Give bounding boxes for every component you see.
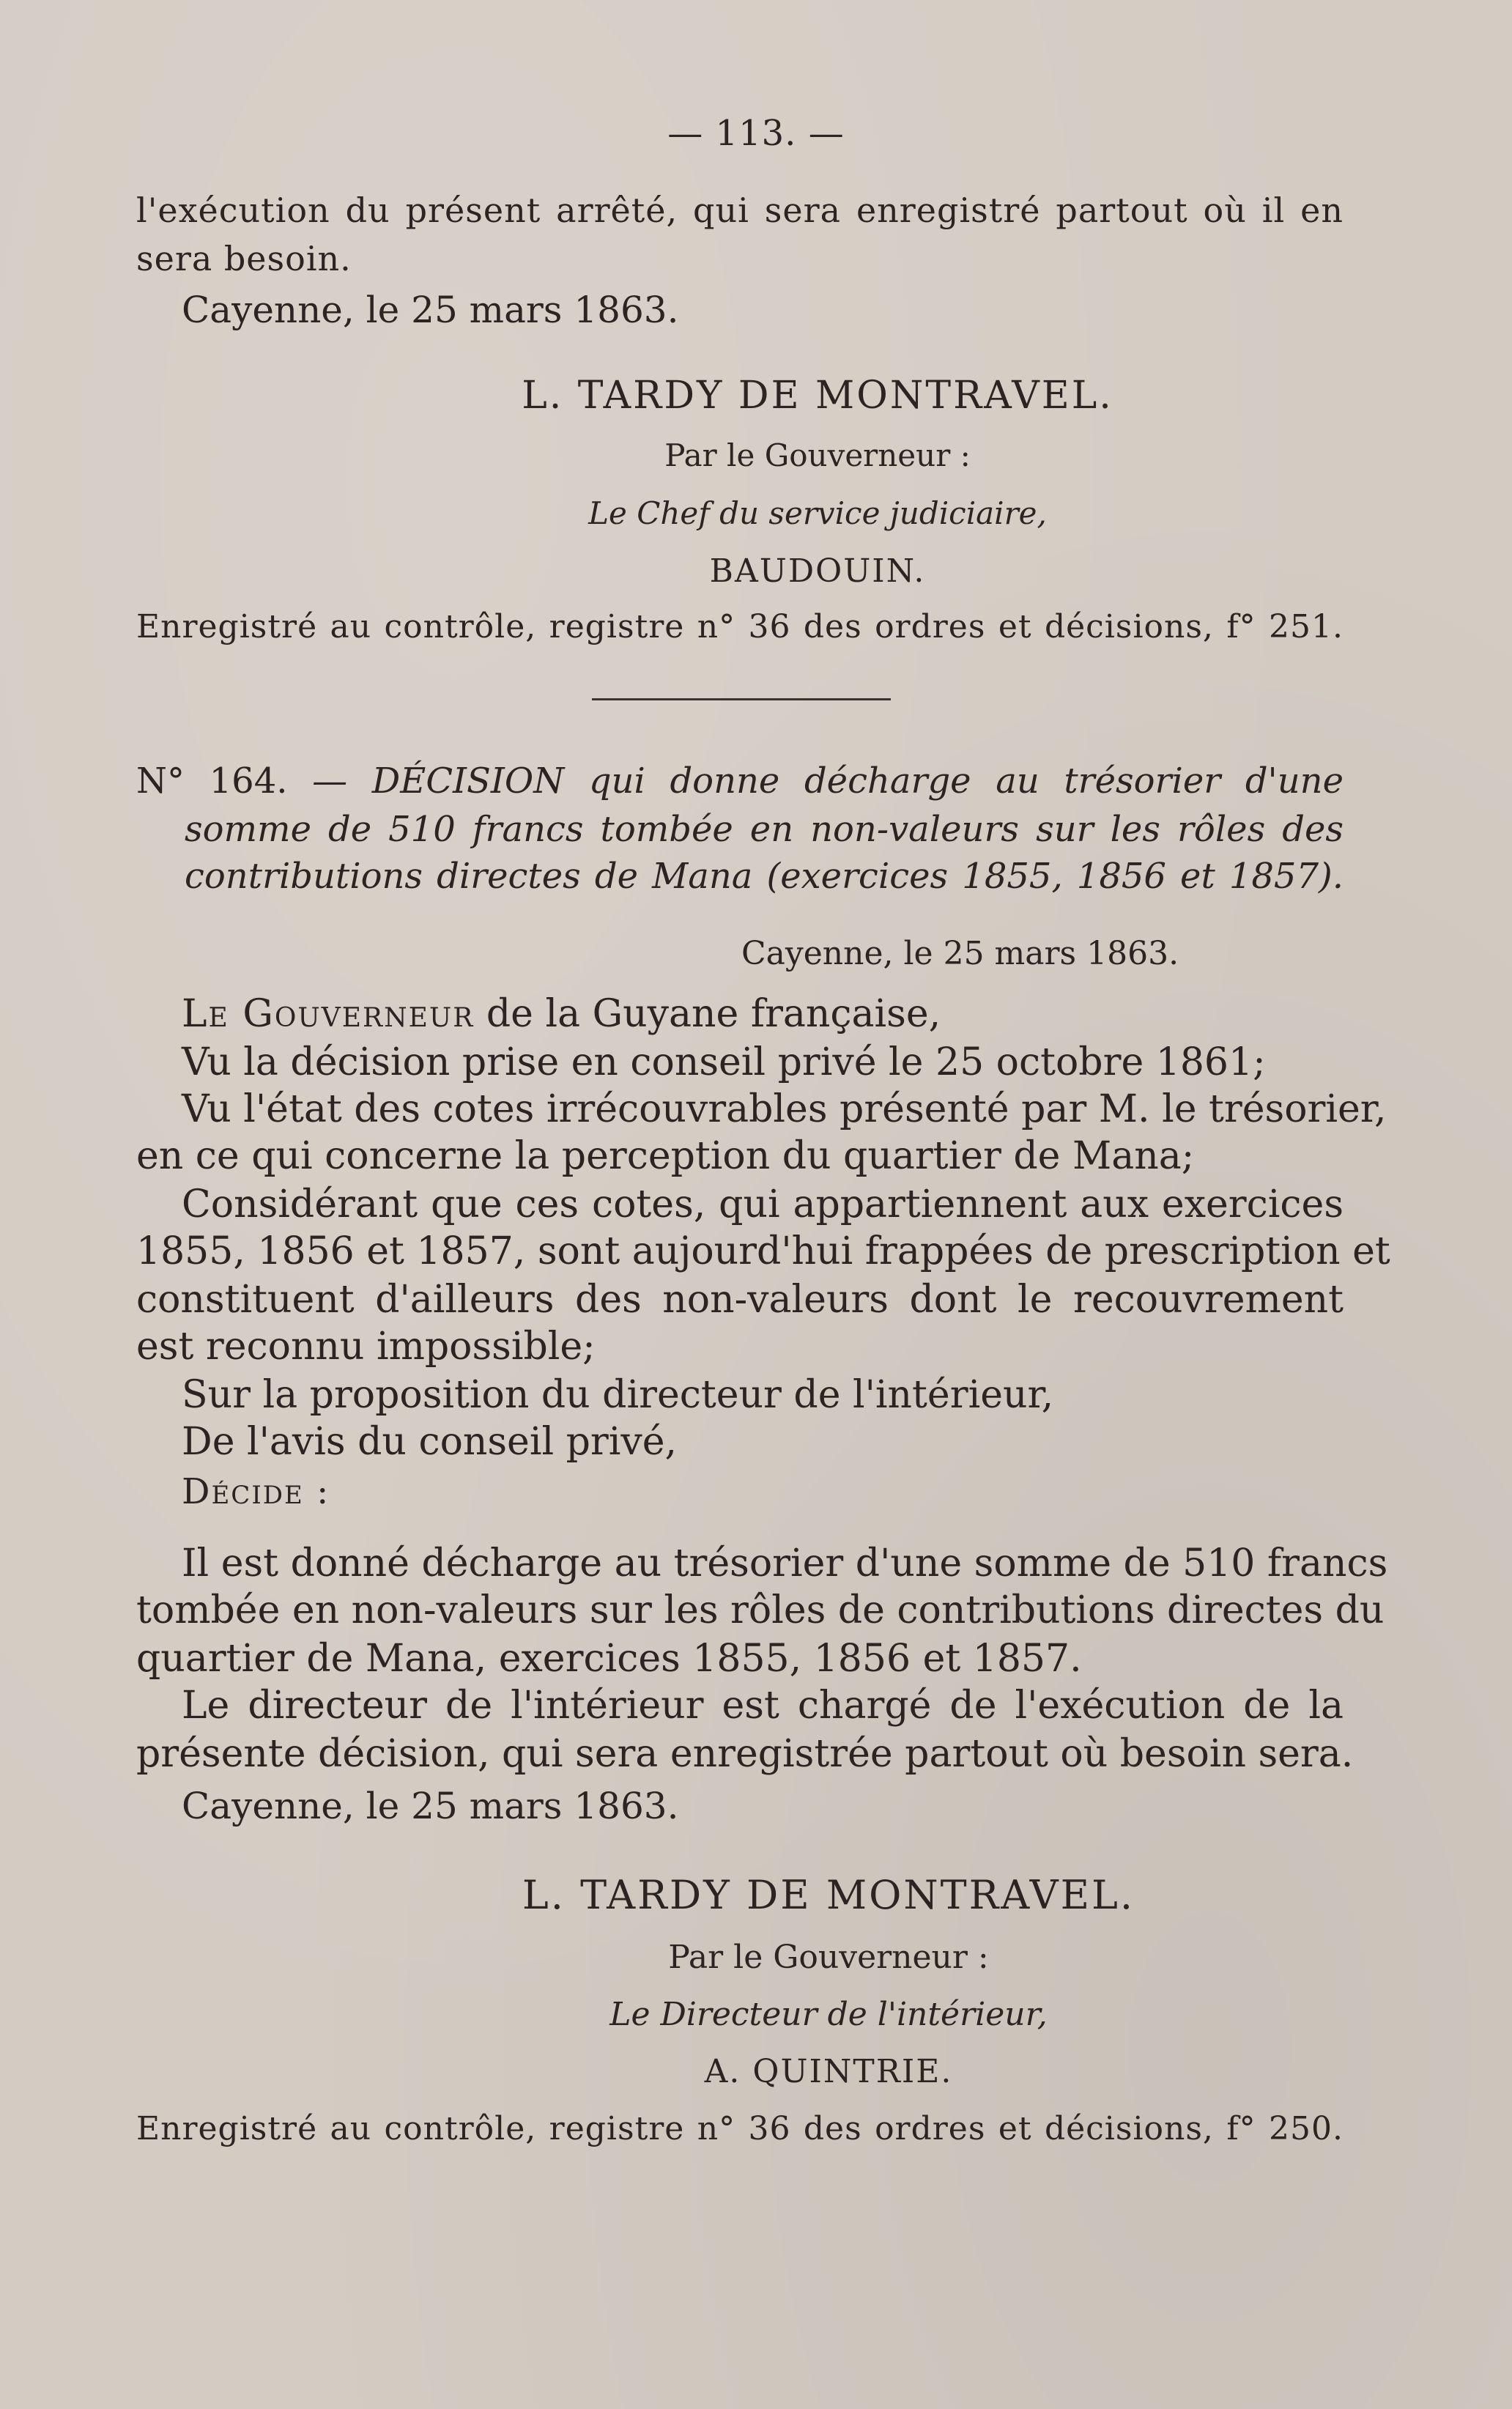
body-line: constituent d'ailleurs des non-valeurs dont le recouvrement [136, 1278, 1344, 1322]
article-line: Le directeur de l'intérieur est chargé de l'exécution de la [182, 1684, 1344, 1728]
official-title: Le Directeur de l'intérieur, [609, 1996, 1048, 2033]
dateline: Cayenne, le 25 mars 1863. [741, 935, 1179, 972]
authority-line [182, 992, 1344, 1036]
body-line: Vu la décision prise en conseil privé le 25 octobre 1861; [182, 1040, 1266, 1084]
registration: Enregistré au contrôle, registre n° 36 des ordres et décisions, f° 251. [136, 608, 1344, 645]
body-line: est reconnu impossible; [136, 1325, 596, 1369]
date-line: Cayenne, le 25 mars 1863. [182, 289, 679, 331]
section-divider [592, 698, 891, 700]
body-line: en ce qui concerne la perception du quartier de Mana; [136, 1134, 1195, 1178]
official-name: A. QUINTRIE. [704, 2053, 953, 2090]
decision-heading-line: contributions directes de Mana (exercices 1855, 1856 et 1857). [185, 856, 1344, 897]
body-line: Sur la proposition du directeur de l'intérieur, [182, 1373, 1054, 1417]
continuation-line: l'exécution du présent arrêté, qui sera enregistré partout où il en [136, 190, 1344, 230]
decision-heading-line: somme de 510 francs tombée en non-valeurs sur les rôles des [185, 809, 1344, 850]
registration: Enregistré au contrôle, registre n° 36 des ordres et décisions, f° 250. [136, 2110, 1344, 2147]
article-line: Il est donné décharge au trésorier d'une somme de 510 francs [182, 1542, 1388, 1585]
body-line: 1855, 1856 et 1857, sont aujourd'hui frappées de prescription et [136, 1229, 1390, 1273]
article-line: quartier de Mana, exercices 1855, 1856 et 1857. [136, 1637, 1082, 1681]
official-name: BAUDOUIN. [709, 552, 926, 590]
decision-heading [136, 761, 1344, 802]
continuation-line: sera besoin. [136, 239, 352, 278]
article-line: tombée en non-valeurs sur les rôles de contributions directes du [136, 1588, 1385, 1632]
body-line: Considérant que ces cotes, qui appartiennent aux exercices [182, 1183, 1344, 1226]
body-line: Vu l'état des cotes irrécouvrables présenté par M. le trésorier, [182, 1087, 1387, 1131]
by-line: Par le Gouverneur : [668, 1939, 989, 1976]
page-number: — 113. — [667, 113, 845, 154]
authority: Le Gouverneur [182, 992, 475, 1036]
signature: L. TARDY DE MONTRAVEL. [522, 374, 1113, 418]
by-line: Par le Gouverneur : [664, 437, 971, 473]
article-line: présente décision, qui sera enregistrée partout où besoin sera. [136, 1732, 1354, 1776]
authority-rest: de la Guyane française, [474, 992, 941, 1036]
decision-heading-line: — DÉCISION qui donne décharge au trésorier d'une [312, 761, 1344, 802]
signature: L. TARDY DE MONTRAVEL. [522, 1872, 1135, 1918]
decision-number: N° 164. [136, 761, 288, 802]
date-line: Cayenne, le 25 mars 1863. [182, 1785, 679, 1827]
body-line: De l'avis du conseil privé, [182, 1420, 678, 1464]
official-title: Le Chef du service judiciaire, [588, 495, 1047, 531]
decide: Décide : [182, 1471, 330, 1512]
